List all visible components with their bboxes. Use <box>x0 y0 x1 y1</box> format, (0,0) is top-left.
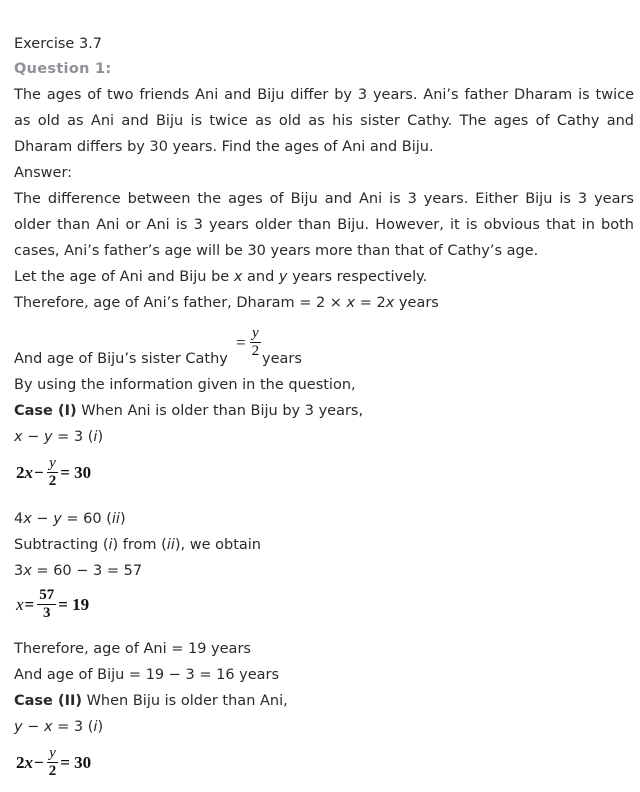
subtract-line: Subtracting (i) from (ii), we obtain <box>14 537 261 553</box>
case-1-equation-1: x − y = 3 (i) <box>14 429 104 445</box>
answer-line-1: The difference between the ages of Biju and Ani is 3 years. Either Biju is 3 years <box>14 191 634 207</box>
case-1-equation-4: 3x = 60 − 3 = 57 <box>14 563 143 579</box>
ani-age-line: Therefore, age of Ani = 19 years <box>14 641 251 657</box>
biju-age-line: And age of Biju = 19 − 3 = 16 years <box>14 667 280 683</box>
answer-line-2: older than Ani or Ani is 3 years older than Biju. However, it is obvious that in both <box>14 217 634 233</box>
case-1-heading: Case (I) When Ani is older than Biju by 3 years, <box>14 403 364 419</box>
case-1-equation-5: x = $\frac{57}{3}$ = 19 <box>16 587 90 621</box>
cathy-age-text: And age of Biju’s sister Cathy <box>14 351 228 367</box>
case-2-equation-1: y − x = 3 (i) <box>14 719 104 735</box>
question-line-1: The ages of two friends Ani and Biju differ by 3 years. Ani’s father Dharam is twice <box>14 87 634 103</box>
info-line: By using the information given in the question, <box>14 377 356 393</box>
question-line-2: as old as Ani and Biju is twice as old as his sister Cathy. The ages of Cathy and <box>14 113 634 129</box>
case-1-equation-2: 2 x − $\frac{y}{2}$ = 30 <box>16 455 92 489</box>
answer-label: Answer: <box>14 165 73 181</box>
exercise-title: Exercise 3.7 <box>14 36 103 52</box>
answer-line-3: cases, Ani’s father’s age will be 30 years more than that of Cathy’s age. <box>14 243 539 259</box>
case-2-heading: Case (II) When Biju is older than Ani, <box>14 693 288 709</box>
question-label: Question 1: <box>14 61 112 77</box>
father-age-line: Therefore, age of Ani’s father, Dharam = 2 × x = 2x years <box>14 295 439 311</box>
case-1-equation-3: 4x − y = 60 (ii) <box>14 511 126 527</box>
cathy-age-unit: years <box>262 351 302 367</box>
cathy-age-fraction: = $\frac{y}{2}$ <box>236 325 260 359</box>
case-2-equation-2: 2 x − $\frac{y}{2}$ = 30 <box>16 745 92 779</box>
question-line-3: Dharam differs by 30 years. Find the ages of Ani and Biju. <box>14 139 434 155</box>
let-line: Let the age of Ani and Biju be x and y years respectively. <box>14 269 428 285</box>
